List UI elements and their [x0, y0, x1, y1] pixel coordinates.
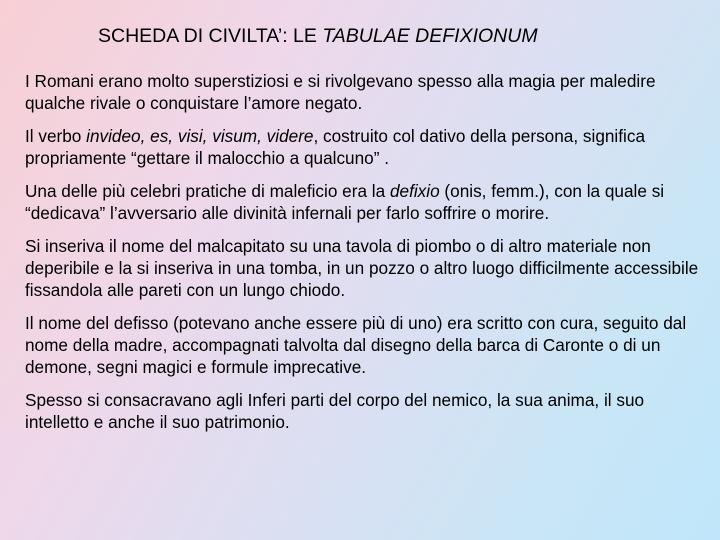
paragraph-3-emphasis: defixio: [389, 181, 440, 201]
title-emphasis: TABULAE DEFIXIONUM: [322, 25, 538, 47]
paragraph-6: Spesso si consacravano agli Inferi parti del corpo del nemico, la sua anima, il suo intelletto e anche il suo patrimonio.: [25, 390, 645, 432]
paragraph-5: Il nome del defisso (potevano anche essere più di uno) era scritto con cura, seguito dal nome della madre, accompagnati talvolta dal disegno della barca di Caronte o di un demone, segni magici e formule imprecative.: [25, 313, 687, 377]
slide-title: [98, 22, 698, 50]
paragraph-3-after: (onis, femm.), con la quale si “dedicava” l’avversario alle divinità infernali per farlo soffrire o morire.: [25, 181, 665, 223]
paragraph-2-emphasis: invideo, es, visi, visum, videre: [86, 126, 314, 146]
slide-body: [25, 70, 705, 444]
title-prefix: SCHEDA DI CIVILTA’: LE: [98, 25, 323, 47]
paragraph-1: I Romani erano molto superstiziosi e si rivolgevano spesso alla magia per maledire qualche rivale o conquistare l’amore negato.: [25, 71, 656, 113]
paragraph-3: [25, 180, 705, 224]
paragraph-3-before: Una delle più celebri pratiche di maleficio era la: [25, 181, 390, 201]
paragraph-2: [25, 125, 705, 169]
paragraph-4: Si inseriva il nome del malcapitato su una tavola di piombo o di altro materiale non deperibile e la si inseriva in una tomba, in un pozzo o altro luogo difficilmente accessibile fissandola alle pareti con un lungo chiodo.: [25, 236, 699, 300]
paragraph-2-after: , costruito col dativo della persona, significa propriamente “gettare il malocchio a qualcuno” .: [25, 126, 645, 168]
paragraph-2-before: Il verbo: [25, 126, 87, 146]
